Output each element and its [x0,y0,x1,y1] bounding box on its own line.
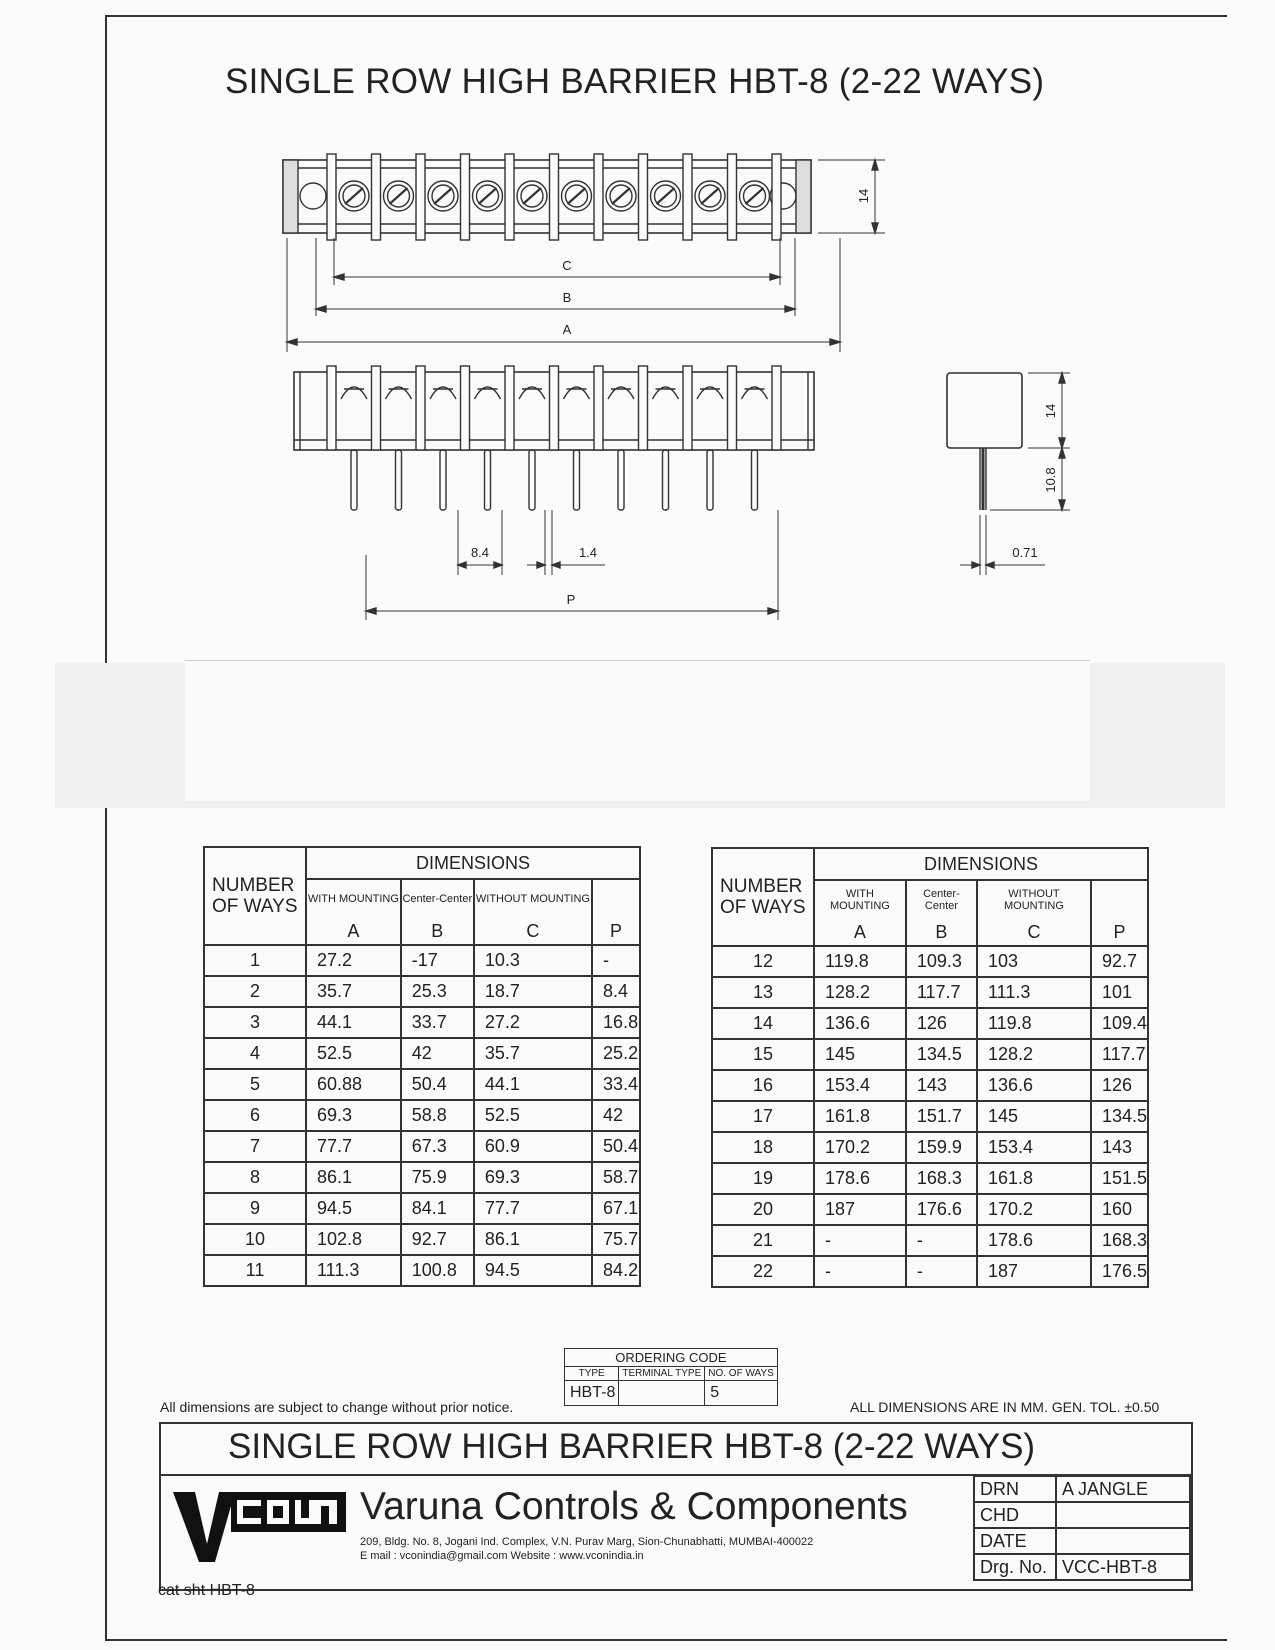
screw-slot [657,188,675,204]
cell-a: 86.1 [306,1162,401,1193]
pin [351,450,357,510]
cell-ways: 10 [204,1224,306,1255]
company-contact: E mail : vconindia@gmail.com Website : www.vconindia.in [360,1550,644,1562]
cell-ways: 12 [712,946,814,977]
table-row [712,1008,1148,1039]
height-side-label: 14 [1043,403,1058,419]
cell-b: 58.8 [401,1100,474,1131]
pin-width-label: 1.4 [578,545,598,560]
chd-value [1056,1502,1190,1528]
barrier [594,154,603,240]
cell-b: 92.7 [401,1224,474,1255]
barrier [505,366,514,450]
cell-c: 136.6 [977,1070,1091,1101]
pitch-label: 8.4 [470,545,490,560]
table-row [204,1100,640,1131]
cell-a: 69.3 [306,1100,401,1131]
front-view-drawing [294,366,814,510]
table-row [204,945,640,976]
cell-a: 102.8 [306,1224,401,1255]
page-title: SINGLE ROW HIGH BARRIER HBT-8 (2-22 WAYS) [225,62,1045,101]
barrier [416,154,425,240]
screw-slot [345,188,363,204]
cell-b: 100.8 [401,1255,474,1286]
drn-value: A JANGLE [1056,1476,1190,1502]
cell-b: 151.7 [906,1101,977,1132]
cell-c: 27.2 [474,1007,592,1038]
table-row [712,946,1148,977]
cell-a: 44.1 [306,1007,401,1038]
cell-c: 10.3 [474,945,592,976]
cell-p: 92.7 [1091,946,1148,977]
cell-p: 75.7 [592,1224,640,1255]
screw-slot [568,188,586,204]
ordering-code-title: ORDERING CODE [565,1349,778,1367]
drg-no-label: Drg. No. [974,1554,1056,1580]
pin [529,450,535,510]
pin-thickness-label: 0.71 [1012,545,1038,560]
table-row [204,1038,640,1069]
cell-p: 168.3 [1091,1225,1148,1256]
height-top-label: 14 [856,188,871,204]
cell-ways: 5 [204,1069,306,1100]
table-row [204,1007,640,1038]
cell-b: 168.3 [906,1163,977,1194]
cell-c: 77.7 [474,1193,592,1224]
pin [485,450,491,510]
screw-slot [612,188,630,204]
cell-a: 27.2 [306,945,401,976]
table-row [204,1069,640,1100]
cell-ways: 2 [204,976,306,1007]
table-row [204,1131,640,1162]
barrier [728,154,737,240]
dimensions-table-right [711,847,1149,1288]
dim-c-label: C [562,258,572,273]
number-of-ways-header: NUMBER OF WAYS [712,848,814,946]
pin [752,450,758,510]
col-c-header: C [474,918,592,945]
barrier [461,366,470,450]
barrier [728,366,737,450]
cell-p: 33.4 [592,1069,640,1100]
cell-p: - [592,945,640,976]
drn-label: DRN [974,1476,1056,1502]
table-row [712,1132,1148,1163]
cell-p: 84.2 [592,1255,640,1286]
table-row [712,1039,1148,1070]
pin [440,450,446,510]
cell-ways: 9 [204,1193,306,1224]
cell-ways: 7 [204,1131,306,1162]
cell-c: 44.1 [474,1069,592,1100]
col-p-header: P [1091,919,1148,946]
cell-ways: 3 [204,1007,306,1038]
chd-label: CHD [974,1502,1056,1528]
terminal-type-label: TERMINAL TYPE [619,1367,705,1381]
cell-b: - [906,1256,977,1287]
cell-b: 84.1 [401,1193,474,1224]
cell-ways: 6 [204,1100,306,1131]
barrier [772,366,781,450]
cell-c: 119.8 [977,1008,1091,1039]
center-center-header: Center-Center [906,880,977,919]
cell-c: 35.7 [474,1038,592,1069]
dim-p-label: P [566,592,576,607]
cell-b: 176.6 [906,1194,977,1225]
cell-p: 58.7 [592,1162,640,1193]
cell-b: 50.4 [401,1069,474,1100]
barrier [550,154,559,240]
with-mounting-header: WITH MOUNTING [814,880,906,919]
cell-b: 126 [906,1008,977,1039]
technical-drawing [0,0,1275,660]
cell-ways: 19 [712,1163,814,1194]
drg-no-value: VCC-HBT-8 [1056,1554,1190,1580]
center-center-header: Center-Center [401,879,474,918]
barrier [683,154,692,240]
cell-b: 25.3 [401,976,474,1007]
cell-a: 35.7 [306,976,401,1007]
col-b-header: B [906,919,977,946]
barrier [772,154,781,240]
cell-ways: 14 [712,1008,814,1039]
cell-a: 52.5 [306,1038,401,1069]
cell-c: 60.9 [474,1131,592,1162]
cell-p: 151.5 [1091,1163,1148,1194]
type-label: TYPE [565,1367,619,1381]
dim-a-label: A [562,322,572,337]
table-row [712,977,1148,1008]
cell-ways: 8 [204,1162,306,1193]
pin [396,450,402,510]
barrier [550,366,559,450]
cell-b: -17 [401,945,474,976]
barrier [327,154,336,240]
cell-ways: 20 [712,1194,814,1225]
side-view-drawing [947,373,1022,510]
cell-c: 170.2 [977,1194,1091,1225]
cell-p: 176.5 [1091,1256,1148,1287]
cell-p: 134.5 [1091,1101,1148,1132]
cell-a: 111.3 [306,1255,401,1286]
cell-p: 126 [1091,1070,1148,1101]
scan-tape-inner [185,660,1090,801]
cell-c: 145 [977,1101,1091,1132]
cell-ways: 21 [712,1225,814,1256]
dimensions-table-left [203,846,641,1287]
cell-p: 117.7 [1091,1039,1148,1070]
cell-c: 69.3 [474,1162,592,1193]
screw-slot [523,188,541,204]
cell-p: 101 [1091,977,1148,1008]
no-of-ways-value: 5 [705,1381,778,1406]
barrier [372,366,381,450]
cell-b: 75.9 [401,1162,474,1193]
cell-a: 94.5 [306,1193,401,1224]
table-row [204,1193,640,1224]
table-row [712,1256,1148,1287]
cell-ways: 1 [204,945,306,976]
col-a-header: A [306,918,401,945]
cell-a: - [814,1225,906,1256]
drawing-info-table [973,1475,1191,1581]
table-row [712,1194,1148,1225]
no-of-ways-label: NO. OF WAYS [705,1367,778,1381]
cell-p: 50.4 [592,1131,640,1162]
cell-p: 109.4 [1091,1008,1148,1039]
cell-c: 187 [977,1256,1091,1287]
catalog-sheet-label: cat sht HBT-8 [158,1582,255,1599]
col-b-header: B [401,918,474,945]
cell-b: 33.7 [401,1007,474,1038]
cell-ways: 4 [204,1038,306,1069]
col-p-header: P [592,918,640,945]
cell-a: 153.4 [814,1070,906,1101]
cell-a: 119.8 [814,946,906,977]
screw-slot [701,188,719,204]
cell-b: 117.7 [906,977,977,1008]
table-row [204,1224,640,1255]
date-label: DATE [974,1528,1056,1554]
cell-b: 134.5 [906,1039,977,1070]
cell-p: 42 [592,1100,640,1131]
cell-ways: 22 [712,1256,814,1287]
col-a-header: A [814,919,906,946]
barrier [639,154,648,240]
cell-a: 60.88 [306,1069,401,1100]
barrier [372,154,381,240]
screw-slot [746,188,764,204]
cell-a: 128.2 [814,977,906,1008]
pin [618,450,624,510]
barrier [461,154,470,240]
without-mounting-header: WITHOUT MOUNTING [977,880,1091,919]
date-value [1056,1528,1190,1554]
with-mounting-header: WITH MOUNTING [306,879,401,918]
table-row [204,976,640,1007]
dimensions-header: DIMENSIONS [814,848,1148,880]
cell-b: - [906,1225,977,1256]
cell-ways: 13 [712,977,814,1008]
dimensions-header: DIMENSIONS [306,847,640,879]
cell-c: 178.6 [977,1225,1091,1256]
barrier [594,366,603,450]
barrier [416,366,425,450]
cell-c: 161.8 [977,1163,1091,1194]
cell-p: 143 [1091,1132,1148,1163]
cell-c: 103 [977,946,1091,977]
cell-c: 153.4 [977,1132,1091,1163]
cell-a: 136.6 [814,1008,906,1039]
cell-c: 128.2 [977,1039,1091,1070]
pin [663,450,669,510]
pin-length-label: 10.8 [1043,467,1058,493]
cell-a: 187 [814,1194,906,1225]
screw-slot [390,188,408,204]
cell-p: 25.2 [592,1038,640,1069]
barrier [327,366,336,450]
table-row [204,1162,640,1193]
cell-ways: 18 [712,1132,814,1163]
cell-a: - [814,1256,906,1287]
pin [574,450,580,510]
table-row [204,1255,640,1286]
cell-p: 160 [1091,1194,1148,1225]
company-logo [173,1484,351,1566]
without-mounting-header: WITHOUT MOUNTING [474,879,592,918]
cell-b: 42 [401,1038,474,1069]
cell-a: 178.6 [814,1163,906,1194]
cell-c: 94.5 [474,1255,592,1286]
screw-slot [479,188,497,204]
table-row [712,1163,1148,1194]
pin [707,450,713,510]
cell-p: 67.1 [592,1193,640,1224]
terminal-type-value [619,1381,705,1406]
cell-b: 67.3 [401,1131,474,1162]
cell-a: 170.2 [814,1132,906,1163]
table-row [712,1101,1148,1132]
cell-b: 159.9 [906,1132,977,1163]
cell-ways: 17 [712,1101,814,1132]
tolerance-note: ALL DIMENSIONS ARE IN MM. GEN. TOL. ±0.50 [850,1399,1160,1415]
company-name: Varuna Controls & Components [360,1485,908,1528]
barrier [639,366,648,450]
screw-slot [434,188,452,204]
col-c-header: C [977,919,1091,946]
cell-ways: 11 [204,1255,306,1286]
table-row [712,1225,1148,1256]
top-view-drawing [283,154,811,240]
cell-c: 18.7 [474,976,592,1007]
cell-ways: 16 [712,1070,814,1101]
barrier [505,154,514,240]
barrier [683,366,692,450]
cell-a: 161.8 [814,1101,906,1132]
cell-p: 16.8 [592,1007,640,1038]
cell-c: 111.3 [977,977,1091,1008]
company-address: 209, Bldg. No. 8, Jogani Ind. Complex, V.N. Purav Marg, Sion-Chunabhatti, MUMBAI-400022 [360,1536,814,1548]
cell-a: 145 [814,1039,906,1070]
type-value: HBT-8 [565,1381,619,1406]
ordering-code-table [564,1348,778,1406]
cell-c: 52.5 [474,1100,592,1131]
cell-p: 8.4 [592,976,640,1007]
change-notice: All dimensions are subject to change without prior notice. [160,1399,514,1415]
title-block-heading: SINGLE ROW HIGH BARRIER HBT-8 (2-22 WAYS) [228,1427,1036,1466]
dim-b-label: B [562,290,572,305]
number-of-ways-header: NUMBER OF WAYS [204,847,306,945]
cell-b: 109.3 [906,946,977,977]
cell-c: 86.1 [474,1224,592,1255]
table-row [712,1070,1148,1101]
cell-ways: 15 [712,1039,814,1070]
cell-b: 143 [906,1070,977,1101]
cell-a: 77.7 [306,1131,401,1162]
